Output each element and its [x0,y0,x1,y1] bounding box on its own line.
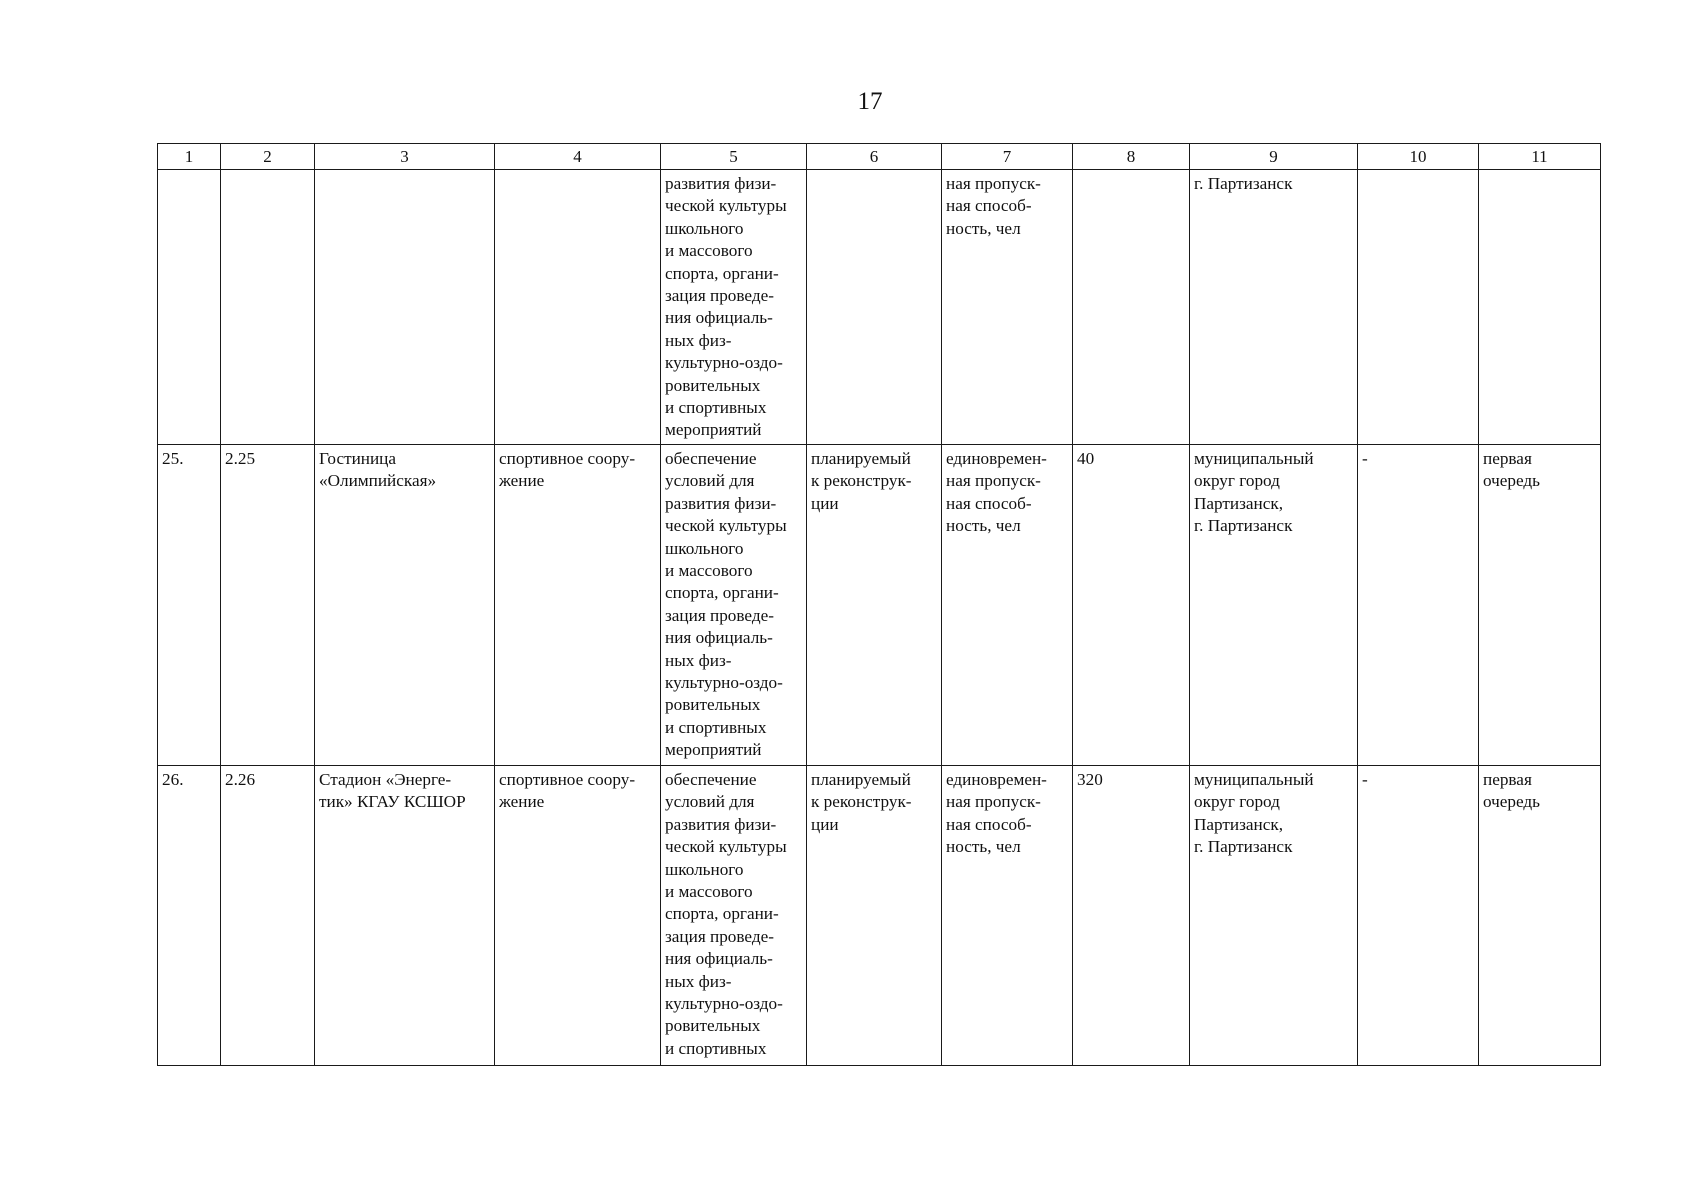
facilities-table [157,143,1601,1066]
cell-value [1073,170,1190,445]
cell-name: Стадион «Энерге- тик» КГАУ КСШОР [315,766,495,1066]
cell-characteristic: единовремен- ная пропуск- ная способ- ность, чел [942,766,1073,1066]
table-row [158,766,1601,1066]
cell-code: 2.25 [221,445,315,766]
cell-zone [1358,170,1479,445]
cell-type: спортивное соору- жение [495,766,661,1066]
column-header: 6 [807,144,942,170]
cell-stage: первая очередь [1479,766,1601,1066]
column-header: 1 [158,144,221,170]
cell-zone: - [1358,445,1479,766]
table-header-row [158,144,1601,170]
cell-name: Гостиница «Олимпийская» [315,445,495,766]
column-header: 9 [1190,144,1358,170]
cell-number [158,170,221,445]
cell-status: планируемый к реконструк- ции [807,766,942,1066]
cell-location: г. Партизанск [1190,170,1358,445]
cell-value: 320 [1073,766,1190,1066]
cell-type [495,170,661,445]
cell-type: спортивное соору- жение [495,445,661,766]
cell-characteristic: ная пропуск- ная способ- ность, чел [942,170,1073,445]
column-header: 3 [315,144,495,170]
column-header: 7 [942,144,1073,170]
cell-location: муниципальный округ город Партизанск, г. Партизанск [1190,445,1358,766]
cell-status: планируемый к реконструк- ции [807,445,942,766]
cell-value: 40 [1073,445,1190,766]
cell-zone: - [1358,766,1479,1066]
page-number: 17 [857,88,883,115]
column-header: 5 [661,144,807,170]
column-header: 2 [221,144,315,170]
cell-purpose: развития физи- ческой культуры школьного и массового спорта, органи- зация проведе- ния официаль- ных физ- культурно-оздо- ровительных и спортивных мероприятий [661,170,807,445]
cell-code [221,170,315,445]
column-header: 11 [1479,144,1601,170]
cell-characteristic: единовремен- ная пропуск- ная способ- ность, чел [942,445,1073,766]
column-header: 8 [1073,144,1190,170]
column-header: 4 [495,144,661,170]
cell-code: 2.26 [221,766,315,1066]
table-row-continuation [158,170,1601,445]
cell-stage [1479,170,1601,445]
cell-stage: первая очередь [1479,445,1601,766]
column-header: 10 [1358,144,1479,170]
cell-name [315,170,495,445]
cell-purpose: обеспечение условий для развития физи- ческой культуры школьного и массового спорта, органи- зация проведе- ния официаль- ных физ- культурно-оздо- ровительных и спортивных [661,766,807,1066]
cell-purpose: обеспечение условий для развития физи- ческой культуры школьного и массового спорта, органи- зация проведе- ния официаль- ных физ- культурно-оздо- ровительных и спортивных мероприятий [661,445,807,766]
cell-status [807,170,942,445]
table-row [158,445,1601,766]
cell-location: муниципальный округ город Партизанск, г. Партизанск [1190,766,1358,1066]
cell-number: 25. [158,445,221,766]
cell-number: 26. [158,766,221,1066]
